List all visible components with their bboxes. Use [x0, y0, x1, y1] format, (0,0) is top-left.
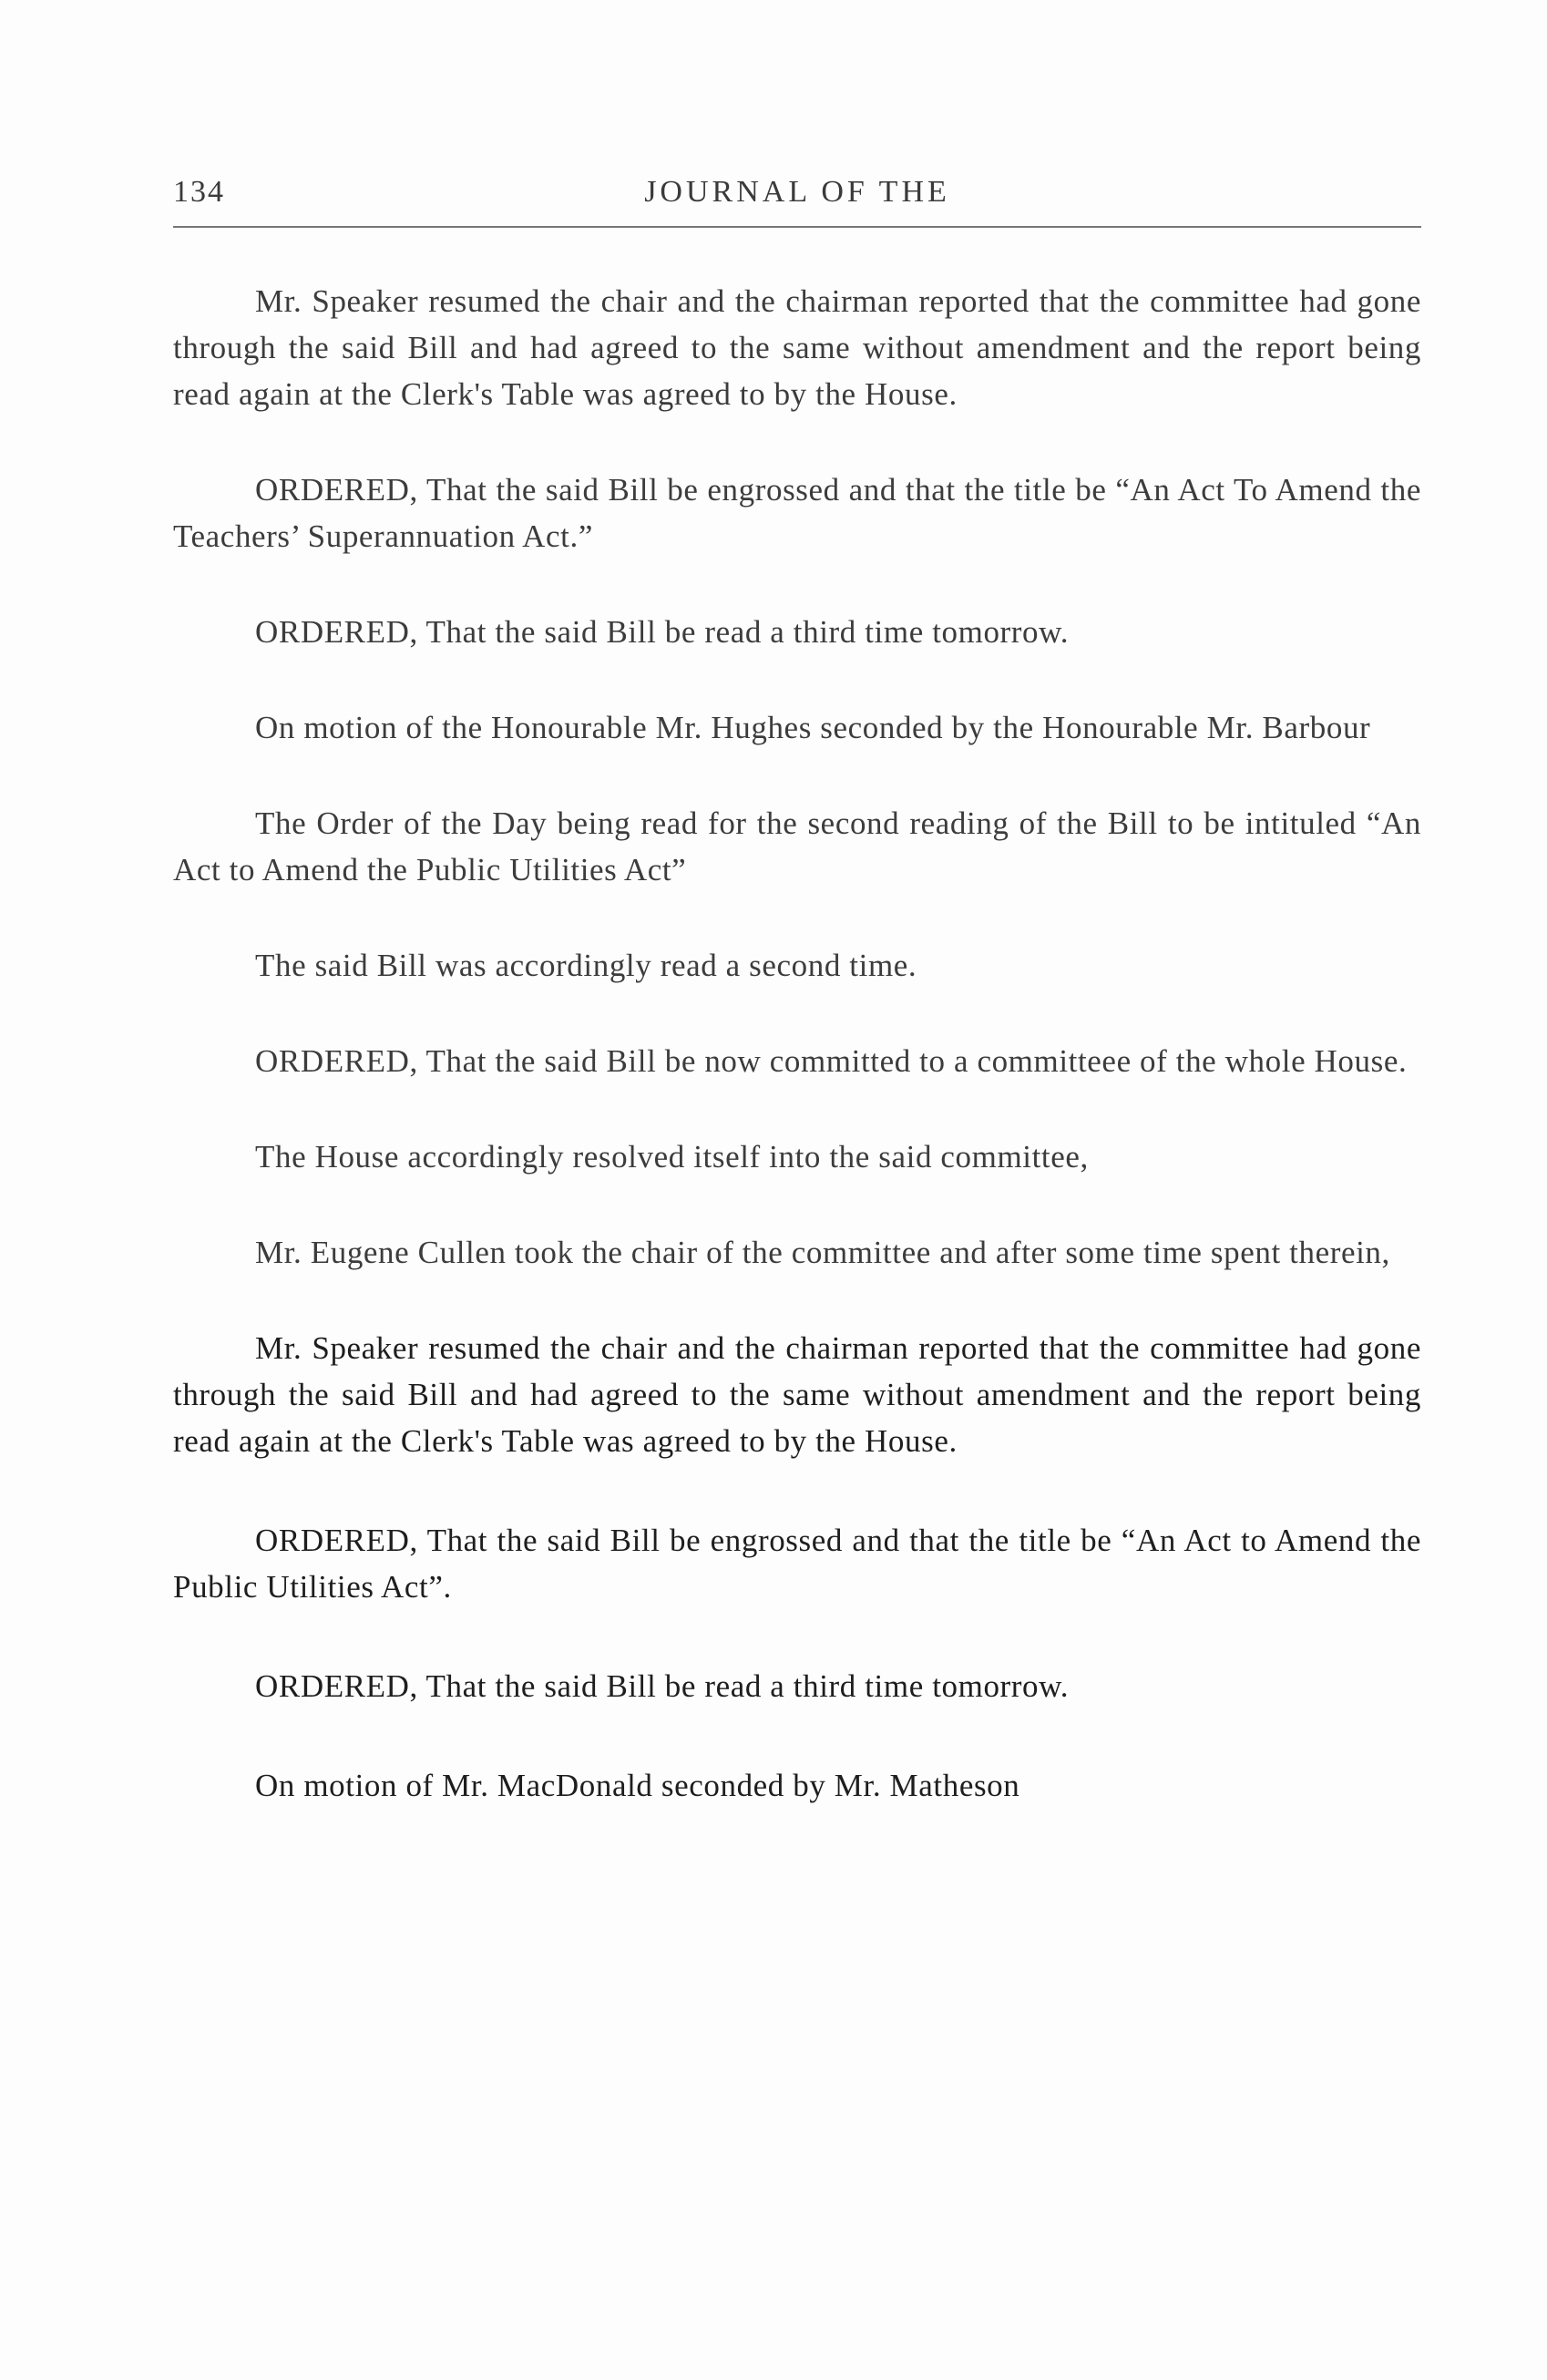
header-rule [173, 226, 1421, 228]
paragraph-cullen-chair: Mr. Eugene Cullen took the chair of the committee and after some time spent therein, [255, 1235, 1390, 1270]
paragraph-ordered-engrossed-1: ORDERED, That the said Bill be engrossed and that the title be “An Act To Amend the Teachers’ Superannuation Act.” [173, 472, 1421, 554]
paragraph-speaker-resumed-2: Mr. Speaker resumed the chair and the chairman reported that the committee had gone through the said Bill and had agreed to the same without amendment and the report being read again at the Clerk's Table was agreed to by the House. [173, 1330, 1421, 1459]
paragraph-speaker-resumed-1: Mr. Speaker resumed the chair and the chairman reported that the committee had gone through the said Bill and had agreed to the same without amendment and the report being read again at the Clerk's Table was agreed to by the House. [173, 283, 1421, 412]
page-header [173, 175, 1421, 222]
paragraph-motion-hughes: On motion of the Honourable Mr. Hughes seconded by the Honourable Mr. Barbour [255, 710, 1371, 745]
page-number: 134 [173, 175, 225, 209]
journal-body [173, 278, 1421, 1809]
paragraph-ordered-committed: ORDERED, That the said Bill be now committed to a committeee of the whole House. [255, 1043, 1408, 1079]
paragraph-motion-macdonald: On motion of Mr. MacDonald seconded by Mr. Matheson [255, 1768, 1020, 1803]
paragraph-ordered-third-reading-1: ORDERED, That the said Bill be read a third time tomorrow. [255, 614, 1070, 650]
paragraph-ordered-engrossed-2: ORDERED, That the said Bill be engrossed and that the title be “An Act to Amend the Public Utilities Act”. [173, 1523, 1421, 1605]
running-head: JOURNAL OF THE [644, 175, 950, 209]
paragraph-ordered-third-reading-2: ORDERED, That the said Bill be read a third time tomorrow. [255, 1668, 1070, 1704]
paragraph-house-resolved: The House accordingly resolved itself into the said committee, [255, 1139, 1089, 1175]
paragraph-second-time: The said Bill was accordingly read a second time. [255, 948, 917, 983]
paragraph-order-of-day: The Order of the Day being read for the second reading of the Bill to be intituled “An Act to Amend the Public Utilities Act” [173, 805, 1421, 887]
